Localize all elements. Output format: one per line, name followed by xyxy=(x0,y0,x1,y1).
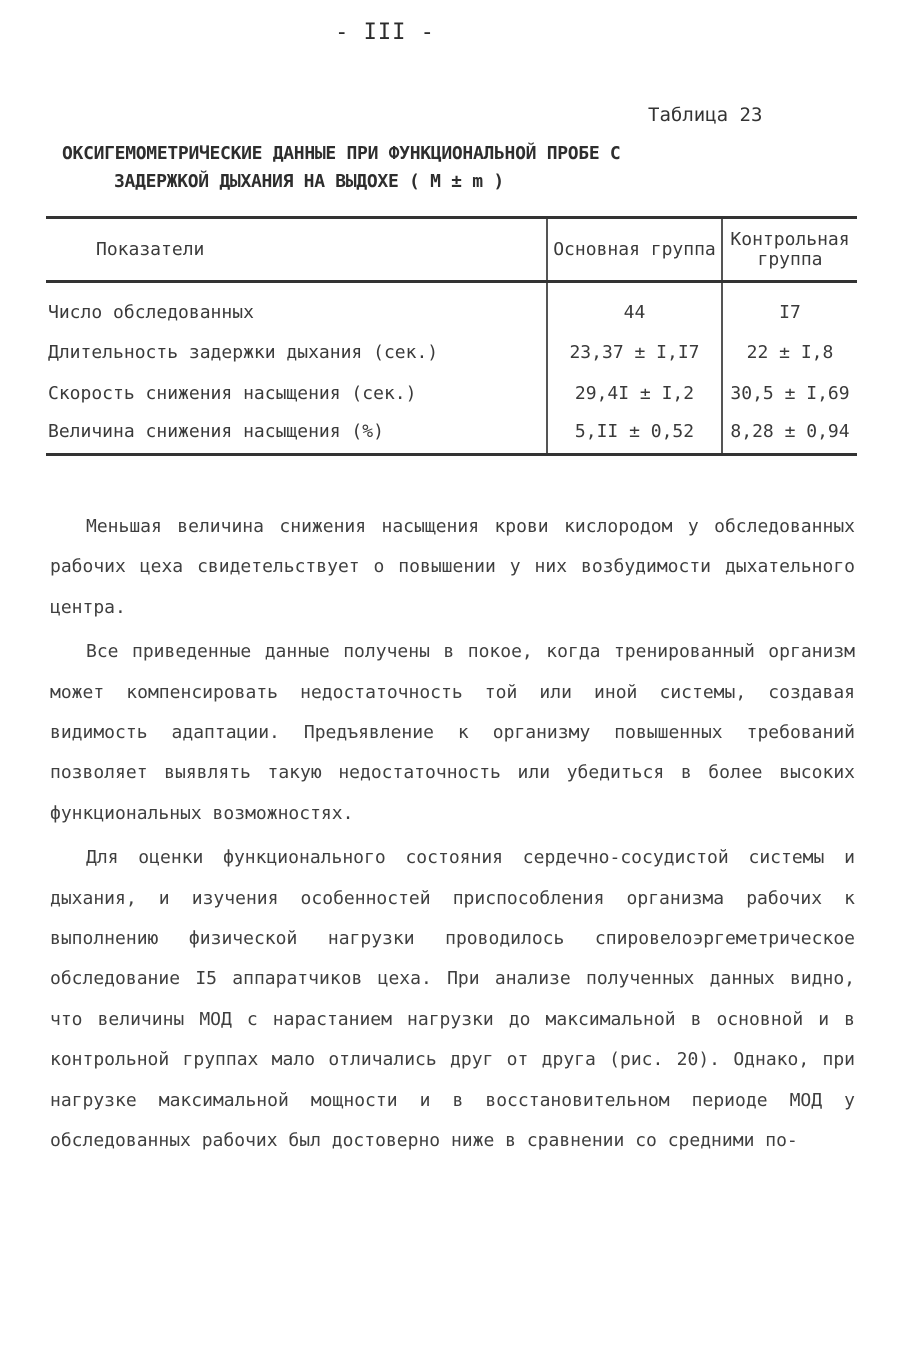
table-title-line-1: ОКСИГЕМОМЕТРИЧЕСКИЕ ДАННЫЕ ПРИ ФУНКЦИОНАЛЬНОЙ ПРОБЕ С xyxy=(62,143,621,164)
column-header-main-group: Основная группа xyxy=(547,218,722,282)
control-group-value: 30,5 ± I,69 xyxy=(722,373,857,414)
control-group-value: 22 ± I,8 xyxy=(722,332,857,373)
data-table xyxy=(46,216,857,456)
column-header-control-group: Контрольная группа xyxy=(722,218,857,282)
control-group-value: 8,28 ± 0,94 xyxy=(722,414,857,455)
table-row xyxy=(46,373,857,414)
table-title-line-2: ЗАДЕРЖКОЙ ДЫХАНИЯ НА ВЫДОХЕ ( М ± m ) xyxy=(114,171,504,192)
row-label: Длительность задержки дыхания (сек.) xyxy=(48,341,439,363)
paragraph: Меньшая величина снижения насыщения крови кислородом у обследованных рабочих цеха свидетельствует о повышении у них возбудимости дыхательного центра. xyxy=(50,516,855,618)
table-title xyxy=(62,143,852,192)
main-group-value: 29,4I ± I,2 xyxy=(547,373,722,414)
main-group-value: 5,II ± 0,52 xyxy=(547,414,722,455)
table-label: Таблица 23 xyxy=(648,104,763,126)
table-row xyxy=(46,282,857,332)
paragraph: Для оценки функционального состояния сердечно-сосудистой системы и дыхания, и изучения особенностей приспособления организма рабочих к выполнению физической нагрузки проводилось спировелоэргеметрическое обследование I5 аппаратчиков цеха. При анализе полученных данных видно, что величины МОД с нарастанием нагрузки до максимальной в основной и в контрольной группах мало отличались друг от друга (рис. 20). Однако, при нагрузке максимальной мощности и в восстановительном периоде МОД у обследованных рабочих был достоверно ниже в сравнении со средними по- xyxy=(50,847,855,1152)
row-label: Величина снижения насыщения (%) xyxy=(48,420,384,442)
paragraph: Все приведенные данные получены в покое, когда тренированный организм может компенсировать недостаточность той или иной системы, создавая видимость адаптации. Предъявление к организму повышенных требований позволяет выявлять такую недостаточность или убедиться в более высоких функциональных возможностях. xyxy=(50,641,855,824)
table-row xyxy=(46,332,857,373)
row-label: Скорость снижения насыщения (сек.) xyxy=(48,382,417,404)
body-text xyxy=(50,507,855,1166)
table-header-row xyxy=(46,218,857,282)
main-group-value: 23,37 ± I,I7 xyxy=(547,332,722,373)
row-label: Число обследованных xyxy=(48,301,254,323)
page-number: - III - xyxy=(335,20,435,45)
control-group-value: I7 xyxy=(722,282,857,332)
table-row xyxy=(46,414,857,455)
column-header-indicators: Показатели xyxy=(96,238,205,260)
main-group-value: 44 xyxy=(547,282,722,332)
